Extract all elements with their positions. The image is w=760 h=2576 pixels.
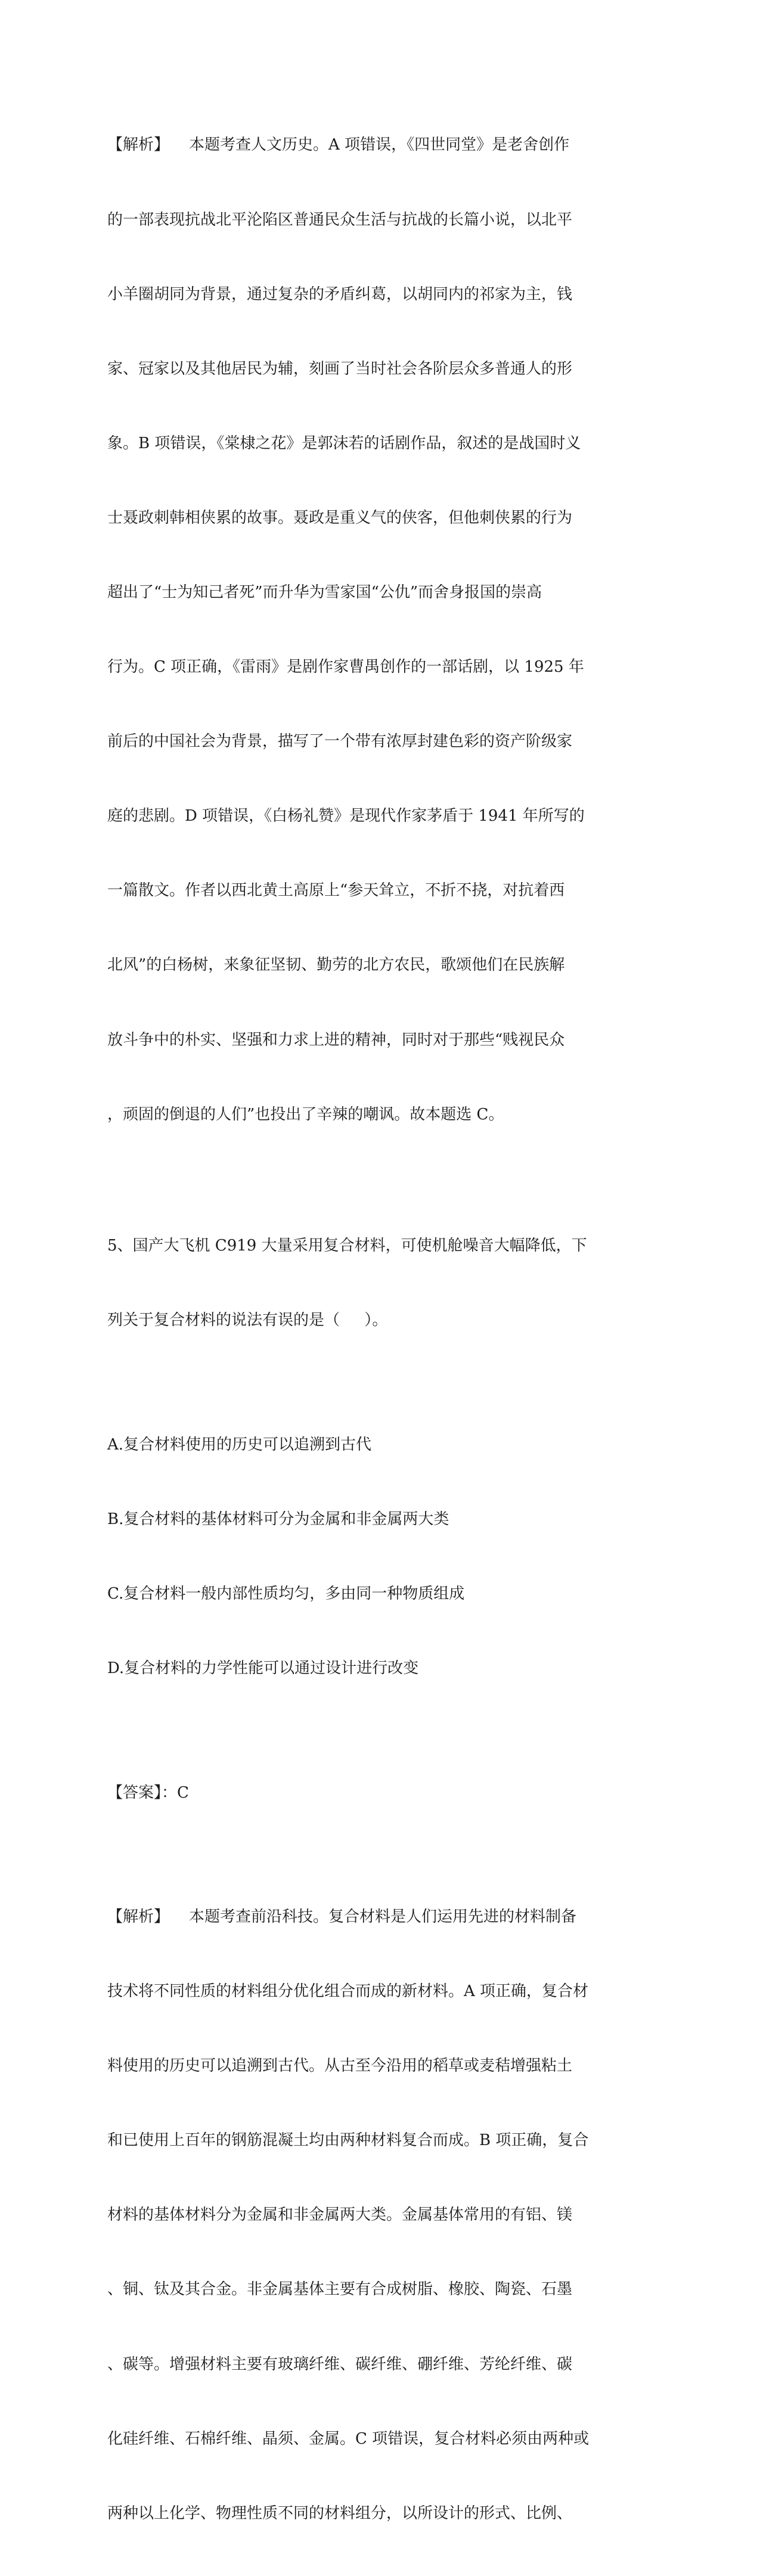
text-line: 【解析】 本题考查人文历史。A 项错误，《四世同堂》是老舍创作: [107, 136, 570, 154]
question-5-answer: [107, 1731, 620, 1855]
text-line: 材料的基体材料分为金属和非金属两大类。金属基体常用的有铝、镁: [107, 2206, 573, 2224]
text-line: 和已使用上百年的钢筋混凝土均由两种材料复合而成。B 项正确，复合: [107, 2131, 589, 2150]
option-d: D.复合材料的力学性能可以通过设计进行改变: [107, 1659, 419, 1677]
text-line: 北风”的白杨树，来象征坚韧、勤劳的北方农民，歌颂他们在民族解: [107, 956, 565, 974]
text-line: 料使用的历史可以追溯到古代。从古至今沿用的稻草或麦秸增强粘土: [107, 2057, 573, 2075]
answer-line: 【答案】：C: [107, 1783, 189, 1802]
text-line: ，顽固的倒退的人们”也投出了辛辣的嘲讽。故本题选 C。: [107, 1105, 504, 1123]
option-b: B.复合材料的基体材料可分为金属和非金属两大类: [107, 1510, 449, 1528]
text-line: 一篇散文。作者以西北黄土高原上“参天耸立，不折不挠，对抗着西: [107, 882, 565, 900]
question-stem-line: 列关于复合材料的说法有误的是（ ）。: [107, 1311, 388, 1330]
text-line: 、铜、钛及其合金。非金属基体主要有合成树脂、橡胶、陶瓷、石墨: [107, 2280, 573, 2299]
text-line: 行为。C 项正确，《雷雨》是剧作家曹禺创作的一部话剧，以 1925 年: [107, 658, 584, 676]
text-line: 象。B 项错误，《棠棣之花》是郭沫若的话剧作品，叙述的是战国时义: [107, 434, 581, 452]
text-line: 前后的中国社会为背景，描写了一个带有浓厚封建色彩的资产阶级家: [107, 733, 573, 751]
document-page: [107, 83, 620, 2576]
text-line: 超出了“士为知己者死”而升华为雪家国“公仇”而舍身报国的崇高: [107, 583, 542, 601]
text-line: 的一部表现抗战北平沦陷区普通民众生活与抗战的长篇小说，以北平: [107, 210, 573, 229]
text-line: 技术将不同性质的材料组分优化组合而成的新材料。A 项正确，复合材: [107, 1982, 589, 2001]
text-line: 【解析】 本题考查前沿科技。复合材料是人们运用先进的材料制备: [107, 1908, 577, 1926]
question-5-analysis: [107, 1855, 620, 2576]
text-line: 士聂政刺韩相侠累的故事。聂政是重义气的侠客，但他刺侠累的行为: [107, 508, 573, 527]
text-line: 放斗争中的朴实、坚强和力求上进的精神，同时对于那些“贱视民众: [107, 1031, 565, 1049]
paragraph-spacer: [107, 1177, 620, 1184]
text-line: 化硅纤维、石棉纤维、晶须、金属。C 项错误，复合材料必须由两种或: [107, 2429, 590, 2448]
option-a: A.复合材料使用的历史可以追溯到古代: [107, 1435, 372, 1454]
text-line: 两种以上化学、物理性质不同的材料组分，以所设计的形式、比例、: [107, 2504, 573, 2522]
text-line: 庭的悲剧。D 项错误，《白杨礼赞》是现代作家茅盾于 1941 年所写的: [107, 807, 585, 825]
option-c: C.复合材料一般内部性质均匀，多由同一种物质组成: [107, 1584, 465, 1603]
question-5-options: [107, 1383, 620, 1731]
question-5-stem: [107, 1184, 620, 1383]
text-line: 、碳等。增强材料主要有玻璃纤维、碳纤维、硼纤维、芳纶纤维、碳: [107, 2355, 573, 2373]
analysis-q4-paragraph: [107, 83, 620, 1177]
question-stem-line: 5、国产大飞机 C919 大量采用复合材料，可使机舱噪音大幅降低，下: [107, 1237, 587, 1255]
text-line: 家、冠家以及其他居民为辅，刻画了当时社会各阶层众多普通人的形: [107, 359, 573, 378]
text-line: 小羊圈胡同为背景，通过复杂的矛盾纠葛，以胡同内的祁家为主，钱: [107, 285, 573, 303]
